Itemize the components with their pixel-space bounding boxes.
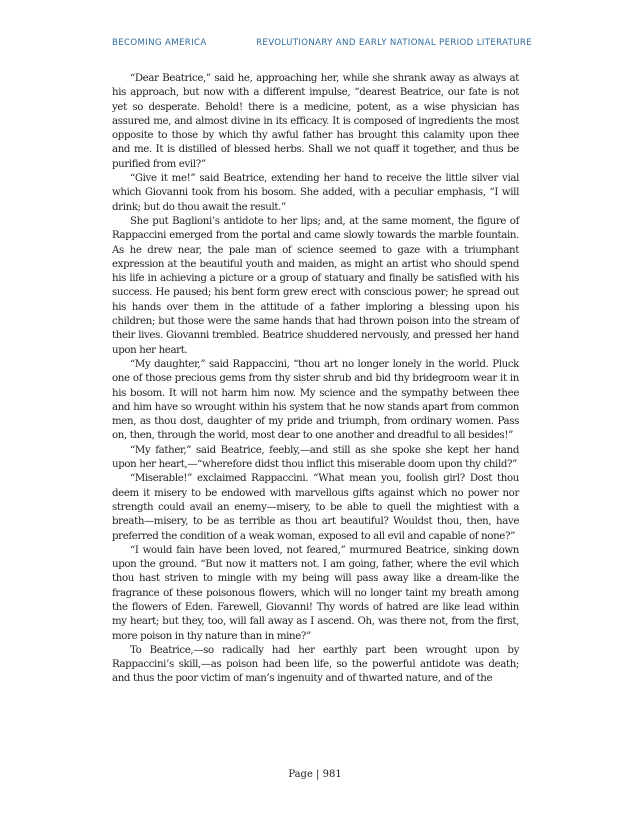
paragraph: “Miserable!” exclaimed Rappaccini. “What mean you, foolish girl? Dost thou deem it misery to be endowed with marvellous gifts against which no power nor strength could avail an enemy—misery, to be able to quell the mightiest with a breath—misery, to be as terrible as thou art beautiful? Wouldst thou, then, have preferred the condition of a weak woman, exposed to all evil and capable of none?” bbox=[112, 473, 519, 542]
header-book-title: BECOMING AMERICA bbox=[112, 38, 207, 48]
paragraph: “My daughter,” said Rappaccini, “thou art no longer lonely in the world. Pluck one of those precious gems from thy sister shrub and bid thy bridegroom wear it in his bosom. It will not harm him now. My science and the sympathy between thee and him have so wrought within his system that he now stands apart from common men, as thou dost, daughter of my pride and triumph, from ordinary women. Pass on, then, through the world, most dear to one another and dreadful to all besides!” bbox=[112, 358, 519, 442]
paragraph: To Beatrice,—so radically had her earthly part been wrought upon by Rappaccini’s skill,—as poison had been life, so the powerful antidote was death; and thus the poor victim of man’s ingenuity and of thwarted nature, and of the bbox=[112, 644, 519, 685]
paragraph: “Dear Beatrice,” said he, approaching her, while she shrank away as always at his approach, but now with a different impulse, “dearest Beatrice, our fate is not yet so desperate. Behold! there is a medicine, potent, as a wise physician has assured me, and almost divine in its efficacy. It is composed of ingredients the most opposite to those by which thy awful father has brought this calamity upon thee and me. It is distilled of blessed herbs. Shall we not quaff it together, and thus be purified from evil?” bbox=[112, 73, 519, 170]
paragraph: She put Baglioni’s antidote to her lips; and, at the same moment, the figure of Rappaccini emerged from the portal and came slowly towards the marble fountain. As he drew near, the pale man of science seemed to gaze with a triumphant expression at the beautiful youth and maiden, as might an artist who should spend his life in achieving a picture or a group of statuary and finally be satisfied with his success. He paused; his bent form grew erect with conscious power; he spread out his hands over them in the attitude of a father imploring a blessing upon his children; but those were the same hands that had thrown poison into the stream of their lives. Giovanni trembled. Beatrice shuddered nervously, and pressed her hand upon her heart. bbox=[112, 215, 519, 356]
running-header bbox=[112, 38, 532, 48]
paragraph: “I would fain have been loved, not feared,” murmured Beatrice, sinking down upon the ground. “But now it matters not. I am going, father, where the evil which thou hast striven to mingle with my being will pass away like a dream-like the fragrance of these poisonous flowers, which will no longer taint my breath among the flowers of Eden. Farewell, Giovanni! Thy words of hatred are like lead within my heart; but they, too, will fall away as I ascend. Oh, was there not, from the first, more poison in thy nature than in mine?” bbox=[112, 544, 519, 642]
header-section-title: REVOLUTIONARY AND EARLY NATIONAL PERIOD LITERATURE bbox=[256, 38, 532, 48]
page-number: Page | 981 bbox=[288, 769, 342, 780]
paragraph: “Give it me!” said Beatrice, extending her hand to receive the little silver vial which Giovanni took from his bosom. She added, with a peculiar emphasis, “I will drink; but do thou await the result.” bbox=[112, 173, 519, 213]
page-body bbox=[112, 72, 519, 687]
paragraph: “My father,” said Beatrice, feebly,—and still as she spoke she kept her hand upon her heart,—“wherefore didst thou inflict this miserable doom upon thy child?” bbox=[112, 444, 519, 471]
